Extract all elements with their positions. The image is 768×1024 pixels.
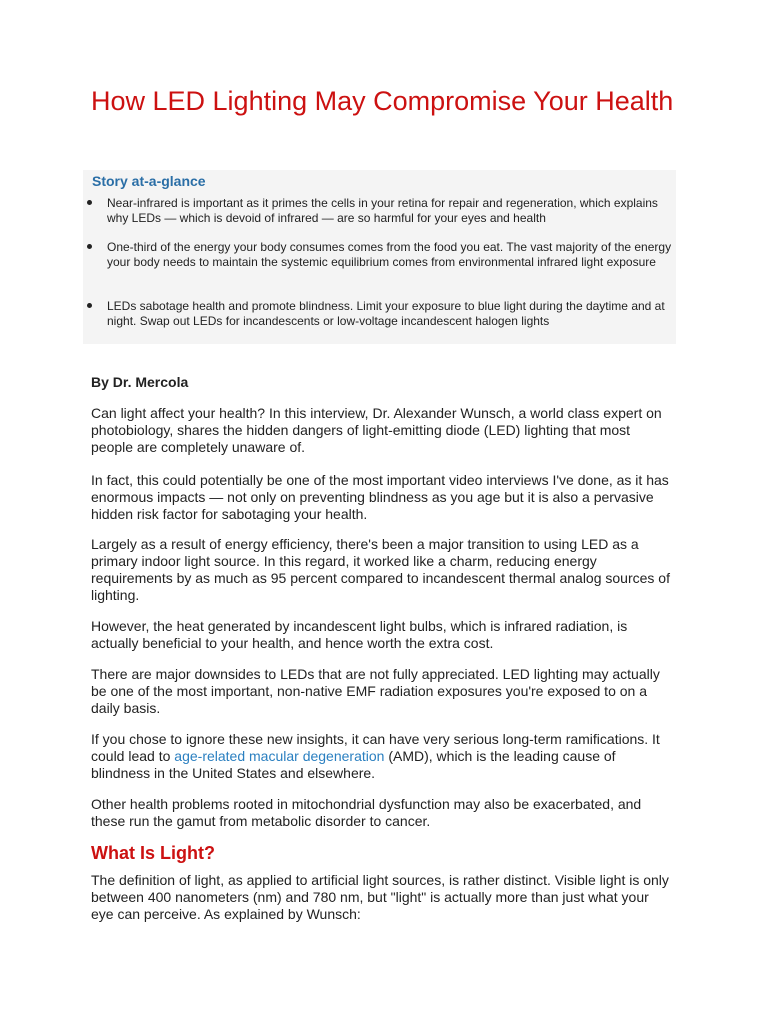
amd-text-before: If you chose to ignore these new insights, it can have very serious long-term ramifications. It could lead to: [91, 731, 660, 764]
bullet-icon: [87, 200, 92, 205]
article-title: How LED Lighting May Compromise Your Health: [91, 86, 674, 116]
glance-item: [83, 240, 676, 270]
glance-heading: Story at-a-glance: [92, 173, 206, 189]
body-paragraph: Can light affect your health? In this interview, Dr. Alexander Wunsch, a world class expert on photobiology, shares the hidden dangers of light-emitting diode (LED) lighting that most people are completely unaware of.: [91, 405, 662, 455]
glance-item-text: One-third of the energy your body consumes comes from the food you eat. The vast majority of the energy your body needs to maintain the systemic equilibrium comes from environmental infrared light exposure: [107, 240, 672, 269]
story-at-a-glance-box: [83, 170, 676, 344]
section-heading: What Is Light?: [91, 843, 215, 863]
body-paragraph: Largely as a result of energy efficiency, there's been a major transition to using LED as a primary indoor light source. In this regard, it worked like a charm, reducing energy requirements by as much as 95 percent compared to incandescent thermal analog sources of lighting.: [91, 536, 670, 603]
amd-text-after: (AMD), which is the leading cause of blindness in the United States and elsewhere.: [91, 748, 616, 781]
bullet-icon: [87, 303, 92, 308]
glance-item: [83, 196, 676, 226]
body-paragraph: In fact, this could potentially be one of the most important video interviews I've done, as it has enormous impacts — not only on preventing blindness as you age but it is also a pervasive hidden risk factor for sabotaging your health.: [91, 472, 669, 522]
glance-item-text: LEDs sabotage health and promote blindness. Limit your exposure to blue light during the daytime and at night. Swap out LEDs for incandescents or low-voltage incandescent halogen lights: [107, 299, 665, 328]
body-paragraph: However, the heat generated by incandescent light bulbs, which is infrared radiation, is actually beneficial to your health, and hence worth the extra cost.: [91, 618, 628, 651]
glance-item-text: Near-infrared is important as it primes the cells in your retina for repair and regeneration, which explains why LEDs — which is devoid of infrared — are so harmful for your eyes and health: [107, 196, 658, 225]
amd-link[interactable]: age-related macular degeneration: [174, 748, 385, 764]
byline: By Dr. Mercola: [91, 374, 189, 390]
section-paragraph: The definition of light, as applied to artificial light sources, is rather distinct. Visible light is only between 400 nanometers (nm) and 780 nm, but "light" is actually more than just what your eye can perceive. As explained by Wunsch:: [91, 872, 669, 922]
bullet-icon: [87, 244, 92, 249]
glance-item: [83, 299, 676, 329]
body-paragraph: Other health problems rooted in mitochondrial dysfunction may also be exacerbated, and these run the gamut from metabolic disorder to cancer.: [91, 796, 642, 829]
body-paragraph: There are major downsides to LEDs that are not fully appreciated. LED lighting may actually be one of the most important, non-native EMF radiation exposures you're exposed to on a daily basis.: [91, 666, 660, 716]
amd-paragraph: [91, 731, 671, 782]
